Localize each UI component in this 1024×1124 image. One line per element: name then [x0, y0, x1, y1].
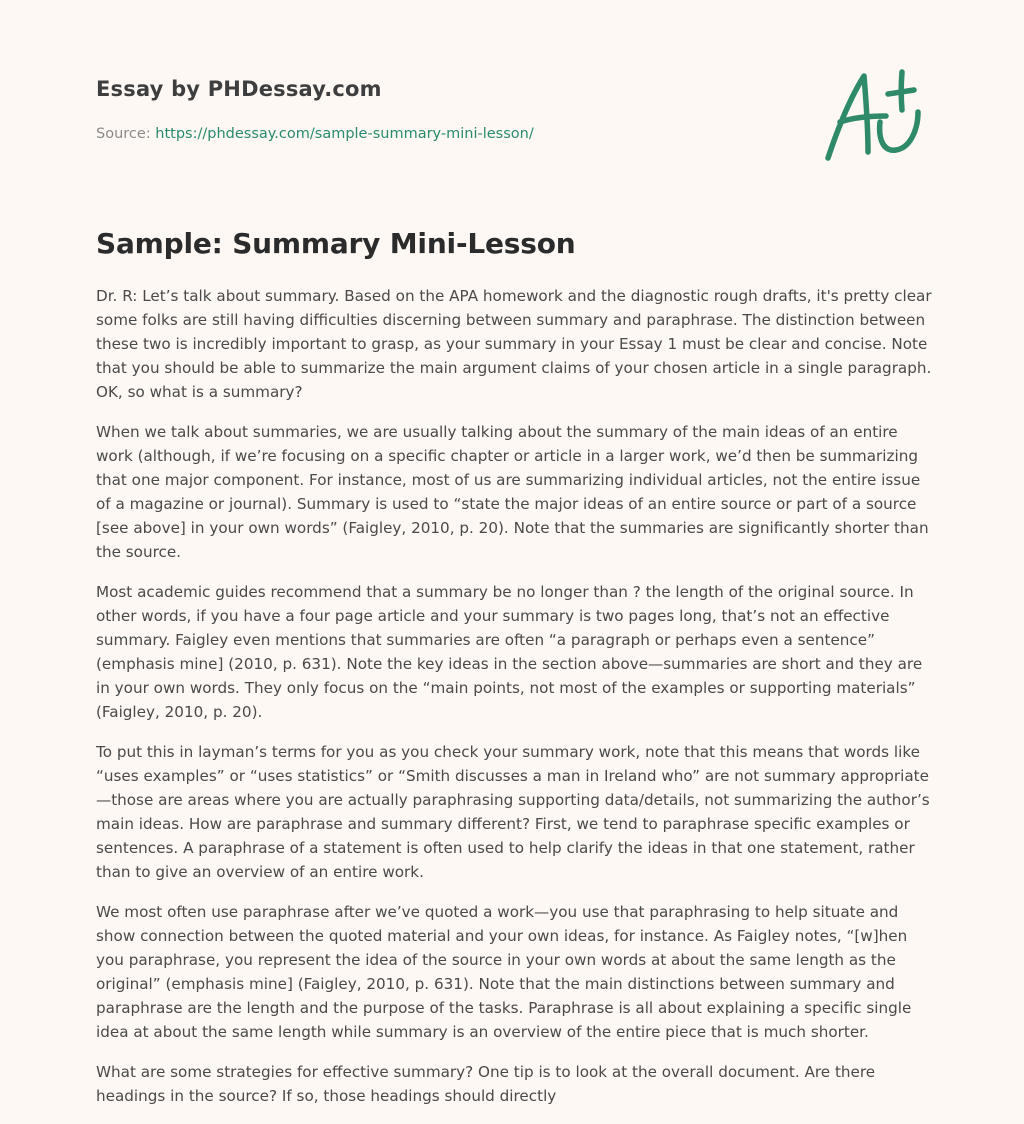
- page-header: [96, 74, 796, 144]
- source-label: Source:: [96, 126, 151, 142]
- article-title: Sample: Summary Mini-Lesson: [96, 227, 576, 260]
- article-paragraph: What are some strategies for effective summary? One tip is to look at the overall document. Are there headings in the source? If so, those headings should directly: [96, 1063, 876, 1105]
- a-plus-grade-icon: [818, 66, 930, 166]
- article-paragraph: Most academic guides recommend that a summary be no longer than ? the length of the original source. In other words, if you have a four page article and your summary is two pages long, that’s not an effective summary. Faigley even mentions that summaries are often “a paragraph or perhaps even a sentence” (emphasis mine] (2010, p. 631). Note the key ideas in the section above—summaries are short and they are in your own words. They only focus on the “main points, not most of the examples or supporting materials” (Faigley, 2010, p. 20).: [96, 583, 923, 721]
- source-link[interactable]: https://phdessay.com/sample-summary-mini-lesson/: [155, 126, 534, 142]
- article-paragraph: When we talk about summaries, we are usually talking about the summary of the main ideas of an entire work (although, if we’re focusing on a specific chapter or article in a larger work, we’d then be summarizing that one major component. For instance, most of us are summarizing individual articles, not the entire issue of a magazine or journal). Summary is used to “state the major ideas of an entire source or part of a source [see above] in your own words” (Faigley, 2010, p. 20). Note that the summaries are significantly shorter than the source.: [96, 423, 929, 561]
- source-line: [96, 124, 796, 144]
- article-paragraph: To put this in layman’s terms for you as you check your summary work, note that this means that words like “uses examples” or “uses statistics” or “Smith discusses a man in Ireland who” are not summary appropriate—those are areas where you are actually paraphrasing supporting data/details, not summarizing the author’s main ideas. How are paraphrase and summary different? First, we tend to paraphrase specific examples or sentences. A paraphrase of a statement is often used to help clarify the ideas in that one statement, rather than to give an overview of an entire work.: [96, 743, 930, 881]
- article-body: [96, 284, 936, 1124]
- article-paragraph: Dr. R: Let’s talk about summary. Based on the APA homework and the diagnostic rough drafts, it's pretty clear some folks are still having difficulties discerning between summary and paraphrase. The distinction between these two is incredibly important to grasp, as your summary in your Essay 1 must be clear and concise. Note that you should be able to summarize the main argument claims of your chosen article in a single paragraph. OK, so what is a summary?: [96, 287, 932, 401]
- article-paragraph: We most often use paraphrase after we’ve quoted a work—you use that paraphrasing to help situate and show connection between the quoted material and your own ideas, for instance. As Faigley notes, “[w]hen you paraphrase, you represent the idea of the source in your own words at about the same length as the original” (emphasis mine] (Faigley, 2010, p. 631). Note that the main distinctions between summary and paraphrase are the length and the purpose of the tasks. Paraphrase is all about explaining a specific single idea at about the same length while summary is an overview of the entire piece that is much shorter.: [96, 903, 912, 1041]
- site-brand: Essay by PHDessay.com: [96, 77, 382, 101]
